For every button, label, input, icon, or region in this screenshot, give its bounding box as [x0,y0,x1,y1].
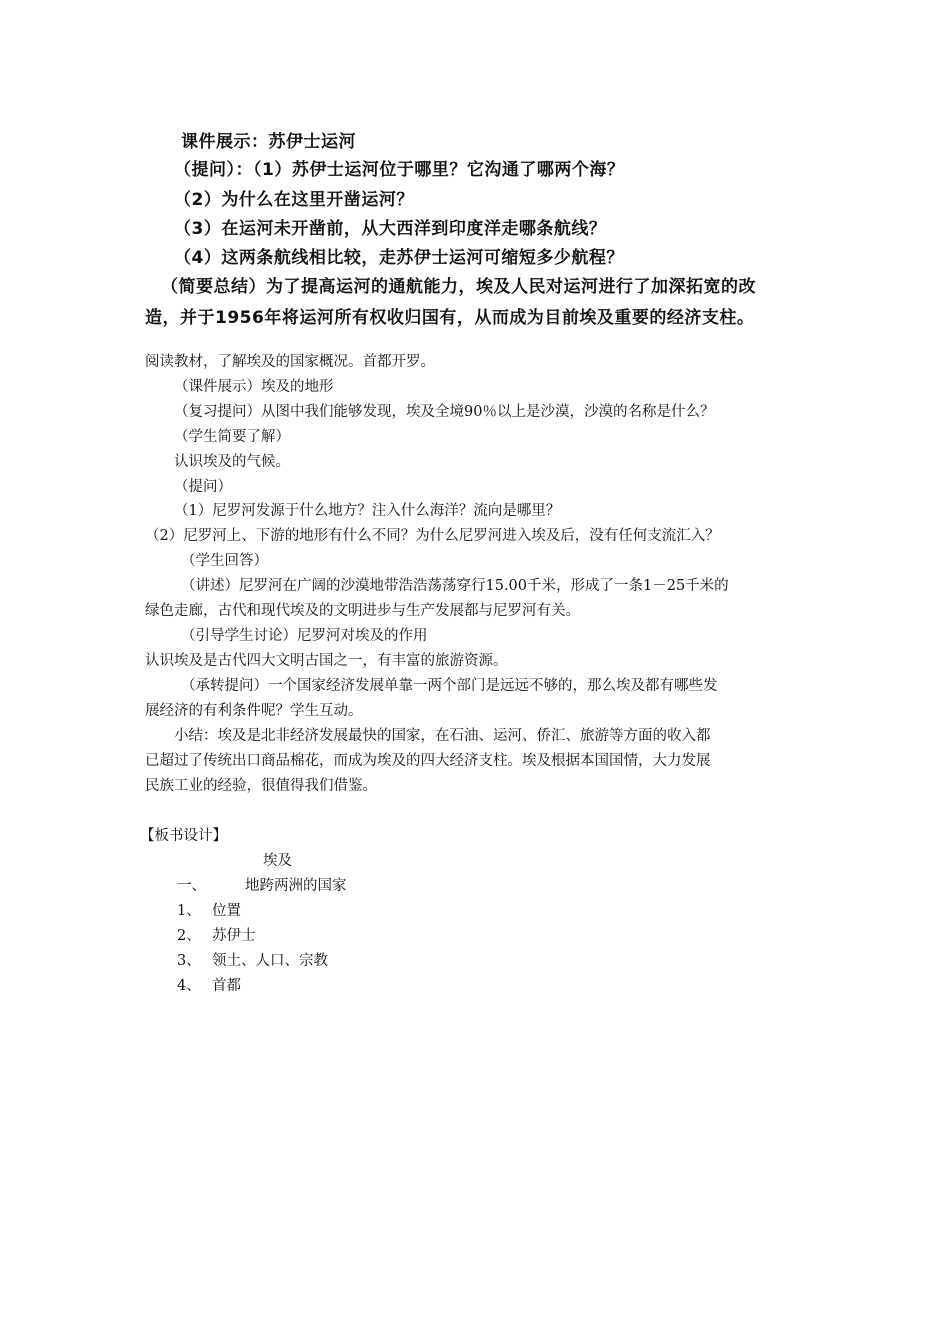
courseware-suez-line: 课件展示：苏伊士运河 [181,132,356,152]
conclusion-line-2: 已超过了传统出口商品棉花，而成为埃及的四大经济支柱。埃及根据本国国情，大力发展 [145,753,711,769]
question-label-line: （提问） [174,479,232,495]
question-2-line: （2）为什么在这里开凿运河？ [174,190,414,210]
lecture-line-2: 绿色走廊，古代和现代埃及的文明进步与生产发展都与尼罗河有关。 [145,603,580,619]
board-sub-4-number: 4、 [177,978,201,994]
nile-question-1-line: （1）尼罗河发源于什么地方？注入什么海洋？流向是哪里？ [174,503,561,519]
reading-line: 阅读教材，了解埃及的国家概况。首都开罗。 [145,354,435,370]
board-sub-3-number: 3、 [177,953,201,969]
board-sub-4-text: 首都 [212,978,241,994]
transition-question-line-2: 展经济的有利条件呢？学生互动。 [145,703,363,719]
conclusion-line-3: 民族工业的经验，很值得我们借鉴。 [145,778,377,794]
board-item-1-text: 地跨两洲的国家 [245,878,347,894]
question-1-line: （提问）：（1）苏伊士运河位于哪里？它沟通了哪两个海？ [174,160,625,180]
civilization-line: 认识埃及是古代四大文明古国之一，有丰富的旅游资源。 [145,653,508,669]
question-4-line: （4）这两条航线相比较，走苏伊士运河可缩短多少航程？ [174,248,624,268]
student-understand-line: （学生简要了解） [174,429,290,445]
board-sub-2-text: 苏伊士 [212,928,256,944]
conclusion-line-1: 小结：埃及是北非经济发展最快的国家，在石油、运河、侨汇、旅游等方面的收入都 [174,728,711,744]
board-item-1-number: 一、 [177,878,206,894]
nile-question-2-line: （2）尼罗河上、下游的地形有什么不同？为什么尼罗河进入埃及后，没有任何支流汇入？ [145,528,720,544]
transition-question-line-1: （承转提问）一个国家经济发展单靠一两个部门是远远不够的，那么埃及都有哪些发 [181,678,718,694]
review-question-line: （复习提问）从图中我们能够发现，埃及全境90％以上是沙漠，沙漠的名称是什么？ [174,404,715,420]
board-design-heading: 【板书设计】 [140,828,227,844]
discussion-line: （引导学生讨论）尼罗河对埃及的作用 [181,628,428,644]
climate-line: 认识埃及的气候。 [174,454,290,470]
summary-line-2: 造，并于1956年将运河所有权收归国有，从而成为目前埃及重要的经济支柱。 [145,308,755,328]
board-sub-1-number: 1、 [177,903,201,919]
lecture-line-1: （讲述）尼罗河在广阔的沙漠地带浩浩荡荡穿行15.00千米，形成了一条1－25千米的 [181,578,729,594]
board-sub-1-text: 位置 [212,903,241,919]
board-title: 埃及 [263,853,292,869]
summary-line-1: （简要总结）为了提高运河的通航能力，埃及人民对运河进行了加深拓宽的改 [161,277,756,297]
student-answer-line: （学生回答） [181,553,268,569]
terrain-display-line: （课件展示）埃及的地形 [174,379,334,395]
board-sub-2-number: 2、 [177,928,201,944]
question-3-line: （3）在运河未开凿前，从大西洋到印度洋走哪条航线？ [174,219,607,239]
board-sub-3-text: 领土、人口、宗教 [212,953,328,969]
